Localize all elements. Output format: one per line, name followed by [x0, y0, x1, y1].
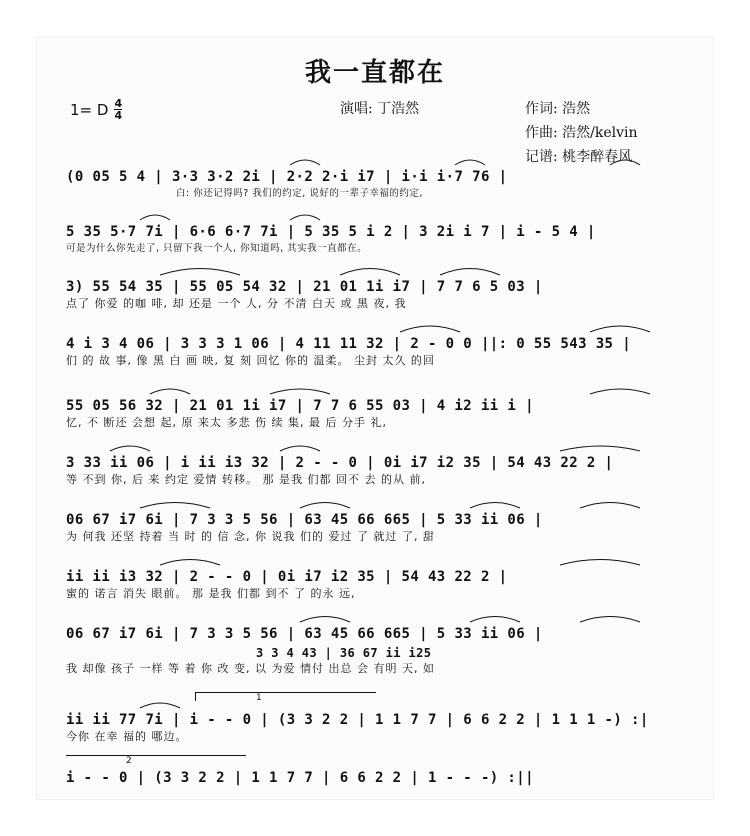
notation-line: 06 67 i7 6i | 7 3 3 5 56 | 63 45 66 665 | 5 33 ii 06 | — [66, 512, 543, 528]
notation-line: 3) 55 54 35 | 55 05 54 32 | 21 01 1i i7 | 7 7 6 5 03 | — [66, 279, 543, 295]
key-label: 1= D — [70, 100, 109, 119]
score-row-2 — [66, 222, 686, 256]
notation-line: ii ii 77 7i | i - - 0 | (3 3 2 2 | 1 1 7 7 | 6 6 2 2 | 1 1 1 -) :| — [66, 712, 649, 728]
lyric-line: 可是为什么你先走了, 只留下我一个人, 你知道吗, 其实我一直都在。 — [66, 243, 368, 254]
lyric-line: 白: 你还记得吗? 我们的约定, 说好的一辈子幸福的约定, — [176, 188, 423, 199]
score-row-7 — [66, 510, 686, 544]
key-signature — [70, 98, 122, 121]
notation-line: (0 05 5 4 | 3·3 3·2 2i | 2·2 2·i i7 | i·i i·7 76 | — [66, 169, 508, 185]
score-row-5 — [66, 396, 686, 430]
lyric-line: 为 何我 还坚 持着 当 时 的 信 念, 你 说我 们的 爱过 了 就过 了, 甜 — [66, 530, 435, 543]
volta-bracket-1: 1 — [195, 692, 376, 701]
song-title: 我一直都在 — [304, 58, 445, 88]
notation-line: 4 i 3 4 06 | 3 3 3 1 06 | 4 11 11 32 | 2 - 0 0 ||: 0 55 543 35 | — [66, 336, 632, 352]
lyric-line: 们 的 故 事, 像 黑 白 画 映, 复 刻 回忆 你的 温柔。 尘封 太久 的回 — [66, 354, 435, 367]
meter-bottom: 4 — [114, 109, 123, 122]
singer-credit: 演唱: 丁浩然 — [340, 101, 420, 117]
transcriber-credit: 记谱: 桃李醉春风 — [525, 149, 633, 165]
notation-line: 3 33 ii 06 | i ii i3 32 | 2 - - 0 | 0i i7 i2 35 | 54 43 22 2 | — [66, 455, 614, 471]
lyric-line: 忆, 不 断还 会想 起, 原 来太 多悲 伤 续 集, 最 后 分手 礼, — [66, 416, 387, 429]
score-row-4 — [66, 334, 686, 368]
meter-top: 4 — [114, 97, 123, 110]
score-row-8 — [66, 567, 686, 601]
score-row-10 — [66, 710, 686, 744]
composer-credit: 作曲: 浩然/kelvin — [525, 125, 638, 141]
lyric-line: 蜜的 诺言 消失 眼前。 那 是我 们都 到不 了 的永 远, — [66, 587, 356, 600]
score-row-3 — [66, 277, 686, 311]
notation-line: i - - 0 | (3 3 2 2 | 1 1 7 7 | 6 6 2 2 | 1 - - -) :|| — [66, 770, 534, 786]
score-row-9 — [66, 624, 686, 676]
lyric-line: 我 却像 孩子 一样 等 着 你 改 变, 以 为爱 情付 出总 会 有明 天, 如 — [66, 662, 435, 675]
score-row-11 — [66, 768, 686, 788]
lyricist-credit: 作词: 浩然 — [525, 101, 591, 117]
notation-line: 55 05 56 32 | 21 01 1i i7 | 7 7 6 55 03 | 4 i2 ii i | — [66, 398, 534, 414]
notation-line: ii ii i3 32 | 2 - - 0 | 0i i7 i2 35 | 54 43 22 2 | — [66, 569, 508, 585]
score-row-1 — [66, 167, 686, 201]
notation-line: 06 67 i7 6i | 7 3 3 5 56 | 63 45 66 665 | 5 33 ii 06 | — [66, 626, 543, 642]
time-signature — [114, 98, 122, 121]
lyric-line: 等 不到 你, 后 来 约定 爱情 转移。 那 是我 们都 回不 去 的从 前, — [66, 473, 426, 486]
lyric-line: 点了 你爱 的咖 啡, 却 还是 一个 人, 分 不清 白天 或 黑 夜, 我 — [66, 297, 407, 310]
notation-line: 5 35 5·7 7i | 6·6 6·7 7i | 5 35 5 i 2 | 3 2i i 7 | i - 5 4 | — [66, 224, 596, 240]
lyric-line: 今你 在幸 福的 哪边。 — [66, 730, 188, 743]
volta-bracket-2: 2 — [66, 755, 246, 764]
score-row-6 — [66, 453, 686, 487]
harmony-line: 3 3 4 43 | 36 67 ii i25 — [256, 646, 432, 660]
